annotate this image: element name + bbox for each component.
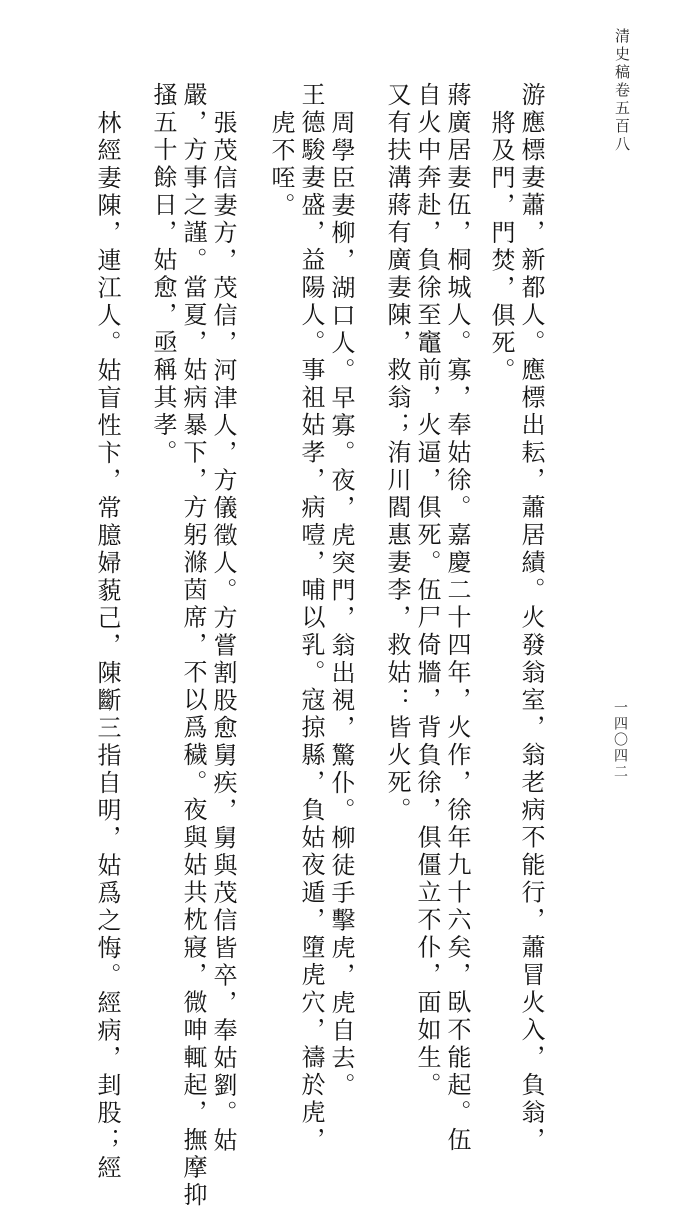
page-number: 一四〇四二: [612, 700, 628, 780]
text-column-7: 王德駿妻盛，益陽人。事祖姑孝，病噎，哺以乳。寇掠縣，負姑夜遁，墮虎穴，禱於虎，: [297, 82, 325, 1155]
text-column-9: 張茂信妻方，茂信，河津人，方儀徵人。方嘗割股愈舅疾，舅與茂信皆卒，奉姑劉。姑: [209, 110, 237, 1155]
text-column-2: 將及門，門焚，俱死。: [487, 110, 515, 385]
text-column-4: 自火中奔赴，負徐至竈前，火逼，俱死。伍尸倚牆，背負徐，俱僵立不仆，面如生。: [413, 82, 441, 1100]
text-column-11: 搔五十餘日，姑愈，亟稱其孝。: [149, 82, 177, 467]
text-column-5: 又有扶溝蔣有廣妻陳，救翁；洧川閻惠妻李，救姑：皆火死。: [383, 82, 411, 825]
running-title: 清史稿卷五百八: [613, 28, 631, 154]
text-column-8: 虎不咥。: [267, 110, 295, 220]
text-column-12: 林經妻陳，連江人。姑盲性卞，常臆婦藐己，陳斷三指自明，姑爲之悔。經病，刲股；經: [93, 110, 121, 1183]
text-column-3: 蔣廣居妻伍，桐城人。寡，奉姑徐。嘉慶二十四年，火作，徐年九十六矣，臥不能起。伍: [443, 82, 471, 1155]
text-column-10: 嚴，方事之謹。當夏，姑病暴下，方躬滌茵席，不以爲穢。夜與姑共枕寢，微呻輒起，撫摩抑: [179, 82, 207, 1210]
text-column-1: 游應標妻蕭，新都人。應標出耘，蕭居績。火發翁室，翁老病不能行，蕭冒火入，負翁，: [517, 82, 545, 1155]
text-column-6: 周學臣妻柳，湖口人。早寡。夜，虎突門，翁出視，驚仆。柳徒手擊虎，虎自去。: [327, 110, 355, 1100]
